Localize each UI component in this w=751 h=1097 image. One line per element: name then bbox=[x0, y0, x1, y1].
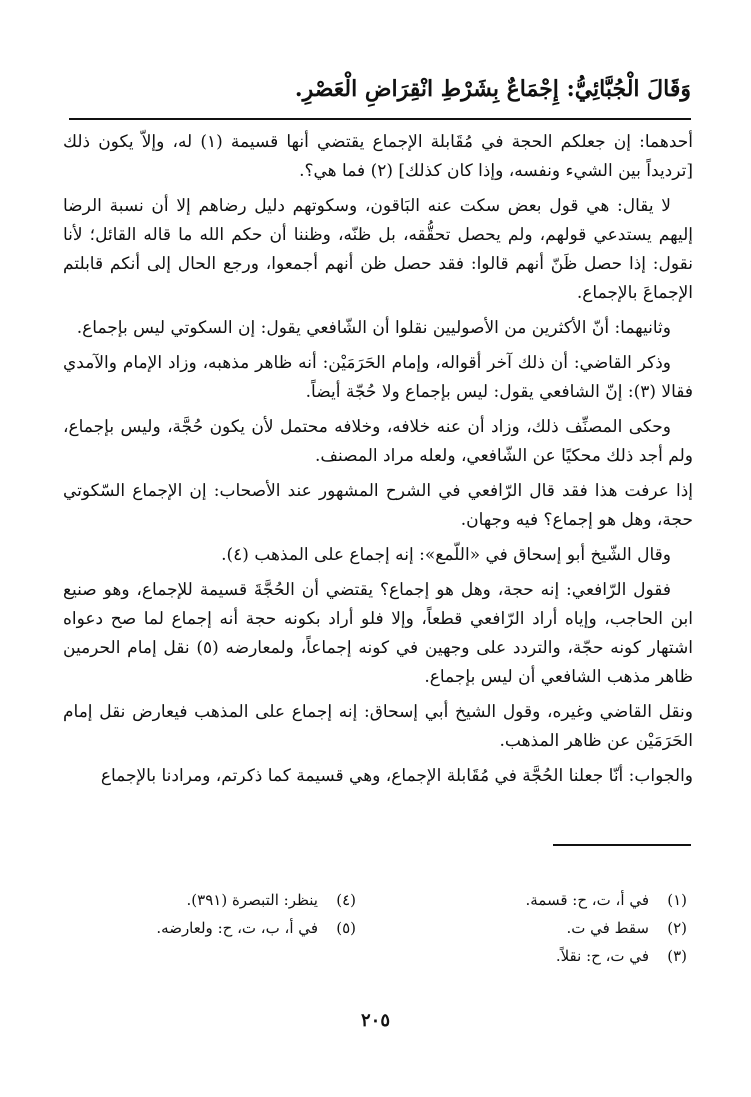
paragraph: وثانيهما: أنّ الأكثرين من الأصوليين نقلوا أن الشّافعي يقول: إن السكوتي ليس بإجماع. bbox=[76, 318, 671, 338]
footnote-number: (٣) bbox=[667, 947, 687, 965]
header-divider bbox=[69, 118, 691, 120]
running-header: وَقَالَ الْجُبَّائِيُّ: إِجْمَاعٌ بِشَرْطِ انْقِرَاضِ الْعَصْرِ. bbox=[294, 76, 691, 102]
main-text bbox=[63, 128, 693, 797]
paragraph: لا يقال: هي قول بعض سكت عنه البَاقون، وسكوتهم دليل رضاهم إلا أن نسبة الرضا إليهم يستدعي قولهم، ولم يحصل تحقُّقه، بل ظنّه، وظننا أن حكم الله ما قاله القائل؛ لأنا نقول: إذا حصل ظَنّ أنهم قالوا: فقد حصل ظن أنهم أجمعوا، ورجع الحال إلى أنكم قابلتم الإجماعَ بالإجماع. bbox=[63, 196, 693, 303]
footnote-text: في أ، ت، ح: قسمة. bbox=[525, 891, 649, 909]
page-number: ٢٠٥ bbox=[360, 1010, 390, 1031]
paragraph: أحدهما: إن جعلكم الحجة في مُقَابلة الإجماع يقتضي أنها قسيمة (١) له، وإلاّ يكون ذلك [ترديداً بين الشيء ونفسه، وإذا كان كذلك] (٢) فما هي؟. bbox=[63, 132, 693, 181]
footnote-text: سقط في ت. bbox=[566, 919, 649, 937]
footnotes-right-column bbox=[427, 886, 687, 970]
paragraph: ونقل القاضي وغيره، وقول الشيخ أبي إسحاق: إنه إجماع على المذهب فيعارض نقل إمام الحَرَمَيْن عن ظاهر المذهب. bbox=[63, 702, 693, 751]
footnote bbox=[116, 886, 356, 914]
footnote-text: في أ، ب، ت، ح: ولعارضه. bbox=[156, 919, 318, 937]
footnote bbox=[116, 914, 356, 942]
footnote-number: (٥) bbox=[336, 919, 356, 937]
footnote-text: ينظر: التبصرة (٣٩١). bbox=[186, 891, 318, 909]
paragraph: وذكر القاضي: أن ذلك آخر أقواله، وإمام الحَرَمَيْن: أنه ظاهر مذهبه، وزاد الإمام والآمدي فقالا (٣): إنّ الشافعي يقول: ليس بإجماع ولا حُجّة أيضاً. bbox=[63, 353, 693, 402]
paragraph: فقول الرّافعي: إنه حجة، وهل هو إجماع؟ يقتضي أن الحُجَّةَ قسيمة للإجماع، وهو صنيع ابن الحاجب، وإياه أراد الرّافعي قطعاً، وإلا فلو أراد بكونه حجة أنه إجماع لما صح دعواه اشتهار كونه حجّة، والتردد على وجهين في كونه إجماعاً، ولمعارضه (٥) نقل إمام الحرمين ظاهر مذهب الشافعي أن ليس بإجماع. bbox=[63, 580, 693, 687]
footnote bbox=[427, 886, 687, 914]
paragraph: إذا عرفت هذا فقد قال الرّافعي في الشرح المشهور عند الأصحاب: إن الإجماع السّكوتي حجة، وهل هو إجماع؟ فيه وجهان. bbox=[63, 481, 693, 530]
paragraph: وقال الشّيخ أبو إسحاق في «اللّمع»: إنه إجماع على المذهب (٤). bbox=[221, 545, 671, 565]
paragraph: وحكى المصنِّف ذلك، وزاد أن عنه خلافه، وخلافه محتمل لأن يكون حُجَّة، وليس بإجماع، ولم أجد ذلك محكيًا عن الشّافعي، ولعله مراد المصنف. bbox=[63, 417, 693, 466]
footnote-number: (٤) bbox=[336, 891, 356, 909]
footnote-text: في ت، ح: نقلاً. bbox=[555, 947, 649, 965]
footnote-number: (١) bbox=[667, 891, 687, 909]
paragraph: والجواب: أنّا جعلنا الحُجَّة في مُقَابلة الإجماع، وهي قسيمة كما ذكرتم، ومرادنا بالإجماع bbox=[100, 766, 693, 786]
footnotes-left-column bbox=[116, 886, 356, 942]
footnote bbox=[427, 914, 687, 942]
footnote-number: (٢) bbox=[667, 919, 687, 937]
footnote bbox=[427, 942, 687, 970]
footnote-divider bbox=[553, 844, 691, 846]
